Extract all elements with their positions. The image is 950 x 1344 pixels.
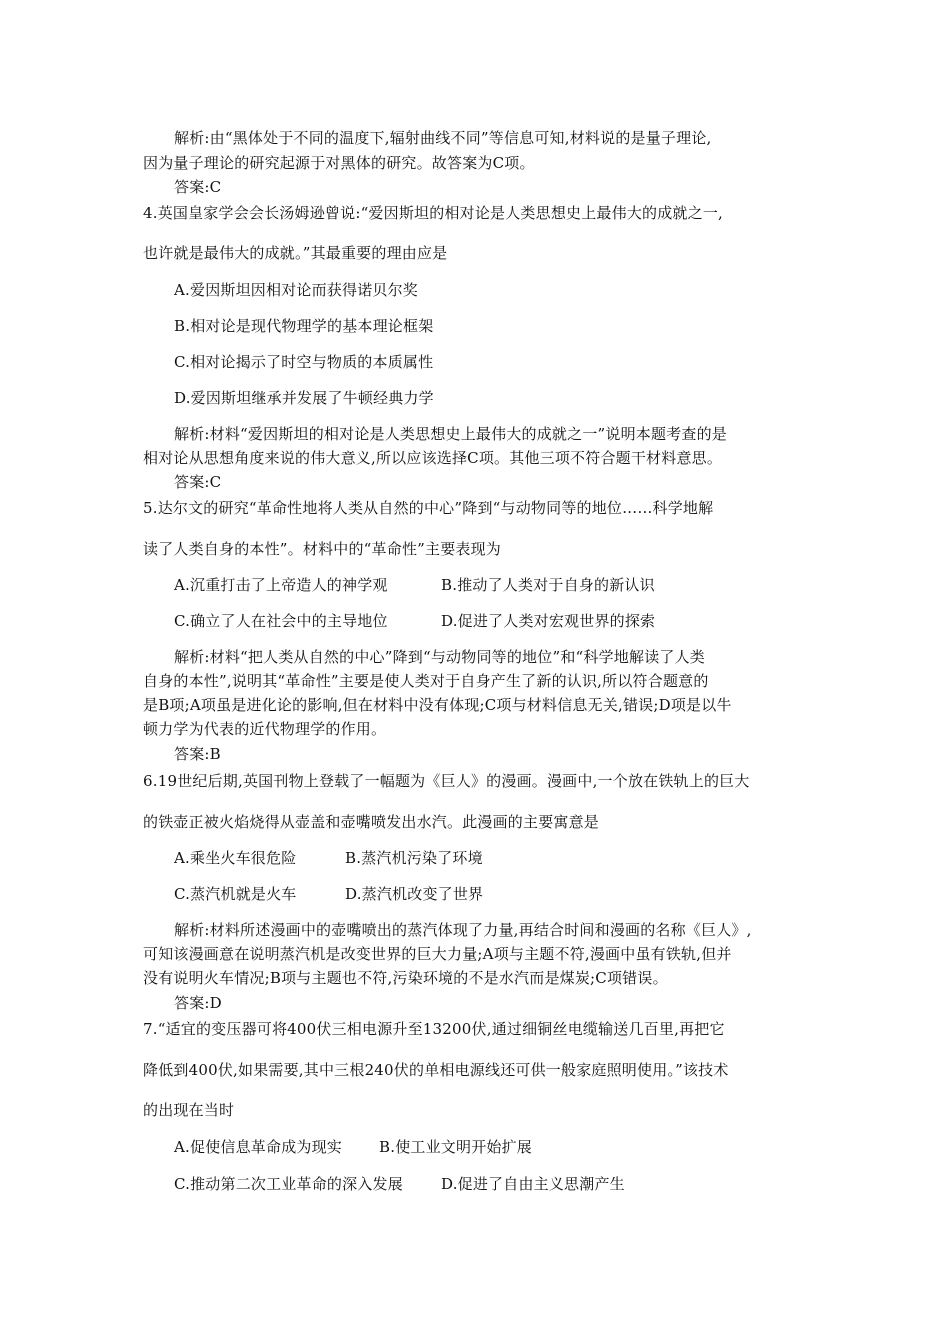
- question-7-stem-line-1: 7.“适宜的变压器可将400伏三相电源升至13200伏,通过细铜丝电缆输送几百里,再把它: [143, 1020, 725, 1038]
- question-7-option-d: D.促进了自由主义思潮产生: [441, 1175, 625, 1193]
- question-4-option-a: A.爱因斯坦因相对论而获得诺贝尔奖: [174, 281, 419, 299]
- question-6-option-a: A.乘坐火车很危险: [174, 849, 297, 867]
- question-6-option-b: B.蒸汽机污染了环境: [345, 849, 483, 867]
- answer-5: 答案:B: [174, 745, 221, 763]
- analysis-5-line-2: 自身的本性”,说明其“革命性”主要是使人类对于自身产生了新的认识,所以符合题意的: [143, 672, 709, 690]
- question-6-stem-line-1: 6.19世纪后期,英国刊物上登载了一幅题为《巨人》的漫画。漫画中,一个放在铁轨上的巨大: [143, 772, 750, 790]
- answer-3: 答案:C: [174, 178, 222, 196]
- question-5-option-a: A.沉重打击了上帝造人的神学观: [174, 576, 388, 594]
- analysis-4-line-2: 相对论从思想角度来说的伟大意义,所以应该选择C项。其他三项不符合题干材料意思。: [143, 449, 723, 467]
- answer-4: 答案:C: [174, 473, 222, 491]
- analysis-5-line-1: 解析:材料“把人类从自然的中心”降到“与动物同等的地位”和“科学地解读了人类: [174, 648, 705, 666]
- analysis-5-line-3: 是B项;A项虽是进化论的影响,但在材料中没有体现;C项与材料信息无关,错误;D项是以牛: [143, 696, 732, 714]
- question-4-stem-line-2: 也许就是最伟大的成就。”其最重要的理由应是: [143, 244, 448, 262]
- question-6-option-c: C.蒸汽机就是火车: [174, 885, 297, 903]
- answer-6: 答案:D: [174, 994, 222, 1012]
- analysis-3-line-2: 因为量子理论的研究起源于对黑体的研究。故答案为C项。: [143, 154, 535, 172]
- analysis-6-line-1: 解析:材料所述漫画中的壶嘴喷出的蒸汽体现了力量,再结合时间和漫画的名称《巨人》,: [174, 921, 752, 939]
- analysis-5-line-4: 顿力学为代表的近代物理学的作用。: [143, 720, 387, 738]
- question-4-option-b: B.相对论是现代物理学的基本理论框架: [174, 317, 434, 335]
- question-7-option-b: B.使工业文明开始扩展: [379, 1138, 532, 1156]
- analysis-3-line-1: 解析:由“黑体处于不同的温度下,辐射曲线不同”等信息可知,材料说的是量子理论,: [174, 129, 712, 147]
- question-5-stem-line-2: 读了人类自身的本性”。材料中的“革命性”主要表现为: [143, 540, 502, 558]
- question-5-option-b: B.推动了人类对于自身的新认识: [441, 576, 655, 594]
- question-7-option-c: C.推动第二次工业革命的深入发展: [174, 1175, 403, 1193]
- question-4-stem-line-1: 4.英国皇家学会会长汤姆逊曾说:“爱因斯坦的相对论是人类思想史上最伟大的成就之一,: [143, 204, 724, 222]
- question-7-stem-line-2: 降低到400伏,如果需要,其中三根240伏的单相电源线还可供一般家庭照明使用。”该技术: [143, 1061, 729, 1079]
- question-5-option-c: C.确立了人在社会中的主导地位: [174, 612, 388, 630]
- question-4-option-d: D.爱因斯坦继承并发展了牛顿经典力学: [174, 389, 434, 407]
- question-4-option-c: C.相对论揭示了时空与物质的本质属性: [174, 353, 434, 371]
- question-7-stem-line-3: 的出现在当时: [143, 1101, 235, 1119]
- analysis-6-line-2: 可知该漫画意在说明蒸汽机是改变世界的巨大力量;A项与主题不符,漫画中虽有铁轨,但并: [143, 945, 732, 963]
- question-5-stem-line-1: 5.达尔文的研究“革命性地将人类从自然的中心”降到“与动物同等的地位……科学地解: [143, 499, 714, 517]
- question-5-option-d: D.促进了人类对宏观世界的探索: [441, 612, 656, 630]
- question-7-option-a: A.促使信息革命成为现实: [174, 1138, 343, 1156]
- analysis-6-line-3: 没有说明火车情况;B项与主题也不符,污染环境的不是水汽而是煤炭;C项错误。: [143, 969, 668, 987]
- question-6-stem-line-2: 的铁壶正被火焰烧得从壶盖和壶嘴喷发出水汽。此漫画的主要寓意是: [143, 813, 600, 831]
- analysis-4-line-1: 解析:材料“爱因斯坦的相对论是人类思想史上最伟大的成就之一”说明本题考查的是: [174, 425, 727, 443]
- question-6-option-d: D.蒸汽机改变了世界: [345, 885, 484, 903]
